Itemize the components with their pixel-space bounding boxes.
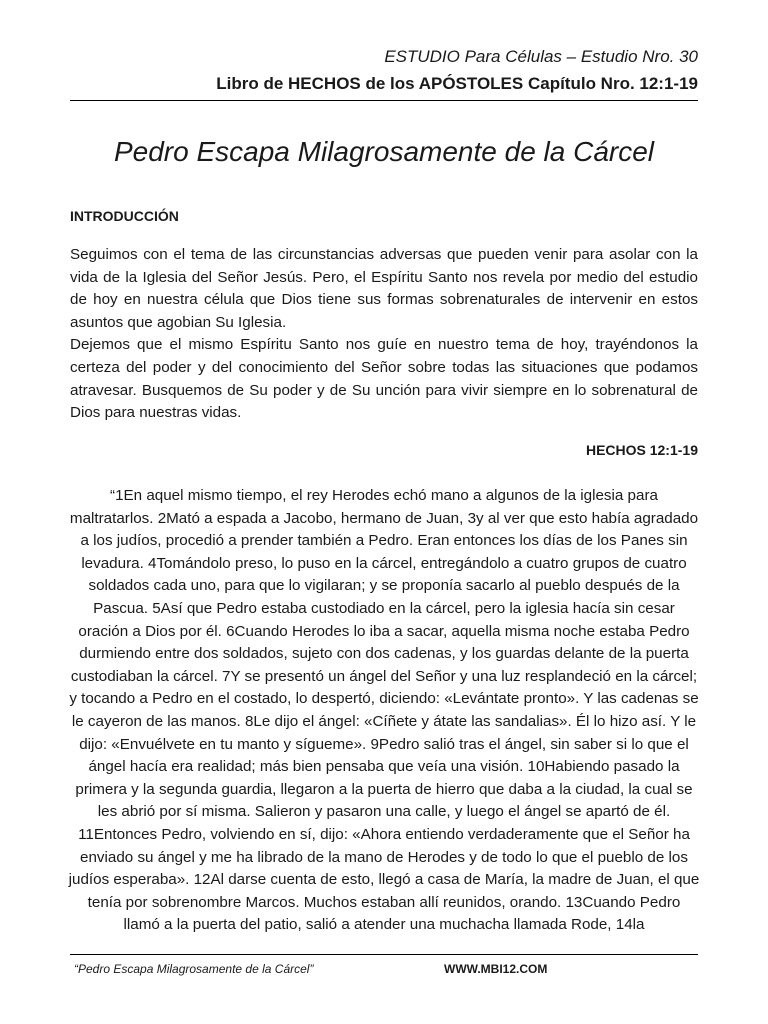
header-book-line: Libro de HECHOS de los APÓSTOLES Capítulo Nro. 12:1-19 (216, 74, 698, 93)
introduction-heading: INTRODUCCIÓN (70, 208, 179, 224)
introduction-body (70, 244, 698, 425)
header-divider (70, 100, 698, 101)
footer-divider (70, 954, 698, 955)
footer-website: WWW.MBI12.COM (444, 962, 548, 976)
introduction-paragraph: Dejemos que el mismo Espíritu Santo nos guíe en nuestro tema de hoy, trayéndonos la certeza del poder y del conocimiento del Señor sobre todas las situaciones que podamos atravesar. Busquemos de Su poder y de Su unción para vivir siempre en lo sobrenatural de Dios para nuestras vidas. (70, 336, 698, 422)
scripture-text: “1En aquel mismo tiempo, el rey Herodes echó mano a algunos de la iglesia para maltratarlos. 2Mató a espada a Jacobo, hermano de Juan, 3y al ver que esto había agradado a los judíos, procedió a prender también a Pedro. Eran entonces los días de los Panes sin levadura. 4Tomándolo preso, lo puso en la cárcel, entregándolo a cuatro grupos de cuatro soldados cada uno, para que lo vigilaran; y se proponía sacarlo al pueblo después de la Pascua. 5Así que Pedro estaba custodiado en la cárcel, pero la iglesia hacía sin cesar oración a Dios por él. 6Cuando Herodes lo iba a sacar, aquella misma noche estaba Pedro durmiendo entre dos soldados, sujeto con dos cadenas, y los guardas delante de la puerta custodiaban la cárcel. 7Y se presentó un ángel del Señor y una luz resplandeció en la cárcel; y tocando a Pedro en el costado, lo despertó, diciendo: «Levántate pronto». Y las cadenas se le cayeron de las manos. 8Le dijo el ángel: «Cíñete y átate las sandalias». Él lo hizo así. Y le dijo: «Envuélvete en tu manto y sígueme». 9Pedro salió tras el ángel, sin saber si lo que el ángel hacía era realidad; más bien pensaba que veía una visión. 10Habiendo pasado la primera y la segunda guardia, llegaron a la puerta de hierro que daba a la ciudad, la cual se les abrió por sí misma. Salieron y pasaron una calle, y luego el ángel se apartó de él. 11Entonces Pedro, volviendo en sí, dijo: «Ahora entiendo verdaderamente que el Señor ha enviado su ángel y me ha librado de la mano de Herodes y de todo lo que el pueblo de los judíos esperaba». 12Al darse cuenta de esto, llegó a casa de María, la madre de Juan, el que tenía por sobrenombre Marcos. Muchos estaban allí reunidos, orando. 13Cuando Pedro llamó a la puerta del patio, salió a atender una muchacha llamada Rode, 14la (68, 487, 700, 934)
scripture-reference: HECHOS 12:1-19 (585, 442, 698, 458)
header-study-line: ESTUDIO Para Células – Estudio Nro. 30 (384, 47, 698, 66)
introduction-paragraph: Seguimos con el tema de las circunstancias adversas que pueden venir para asolar con la vida de la Iglesia del Señor Jesús. Pero, el Espíritu Santo nos revela por medio del estudio de hoy en nuestra célula que Dios tiene sus formas sobrenaturales de intervenir en estos asuntos que agobian Su Iglesia. (70, 246, 698, 331)
footer-title: “Pedro Escapa Milagrosamente de la Cárcel” (74, 962, 314, 976)
page-title: Pedro Escapa Milagrosamente de la Cárcel (113, 136, 655, 167)
